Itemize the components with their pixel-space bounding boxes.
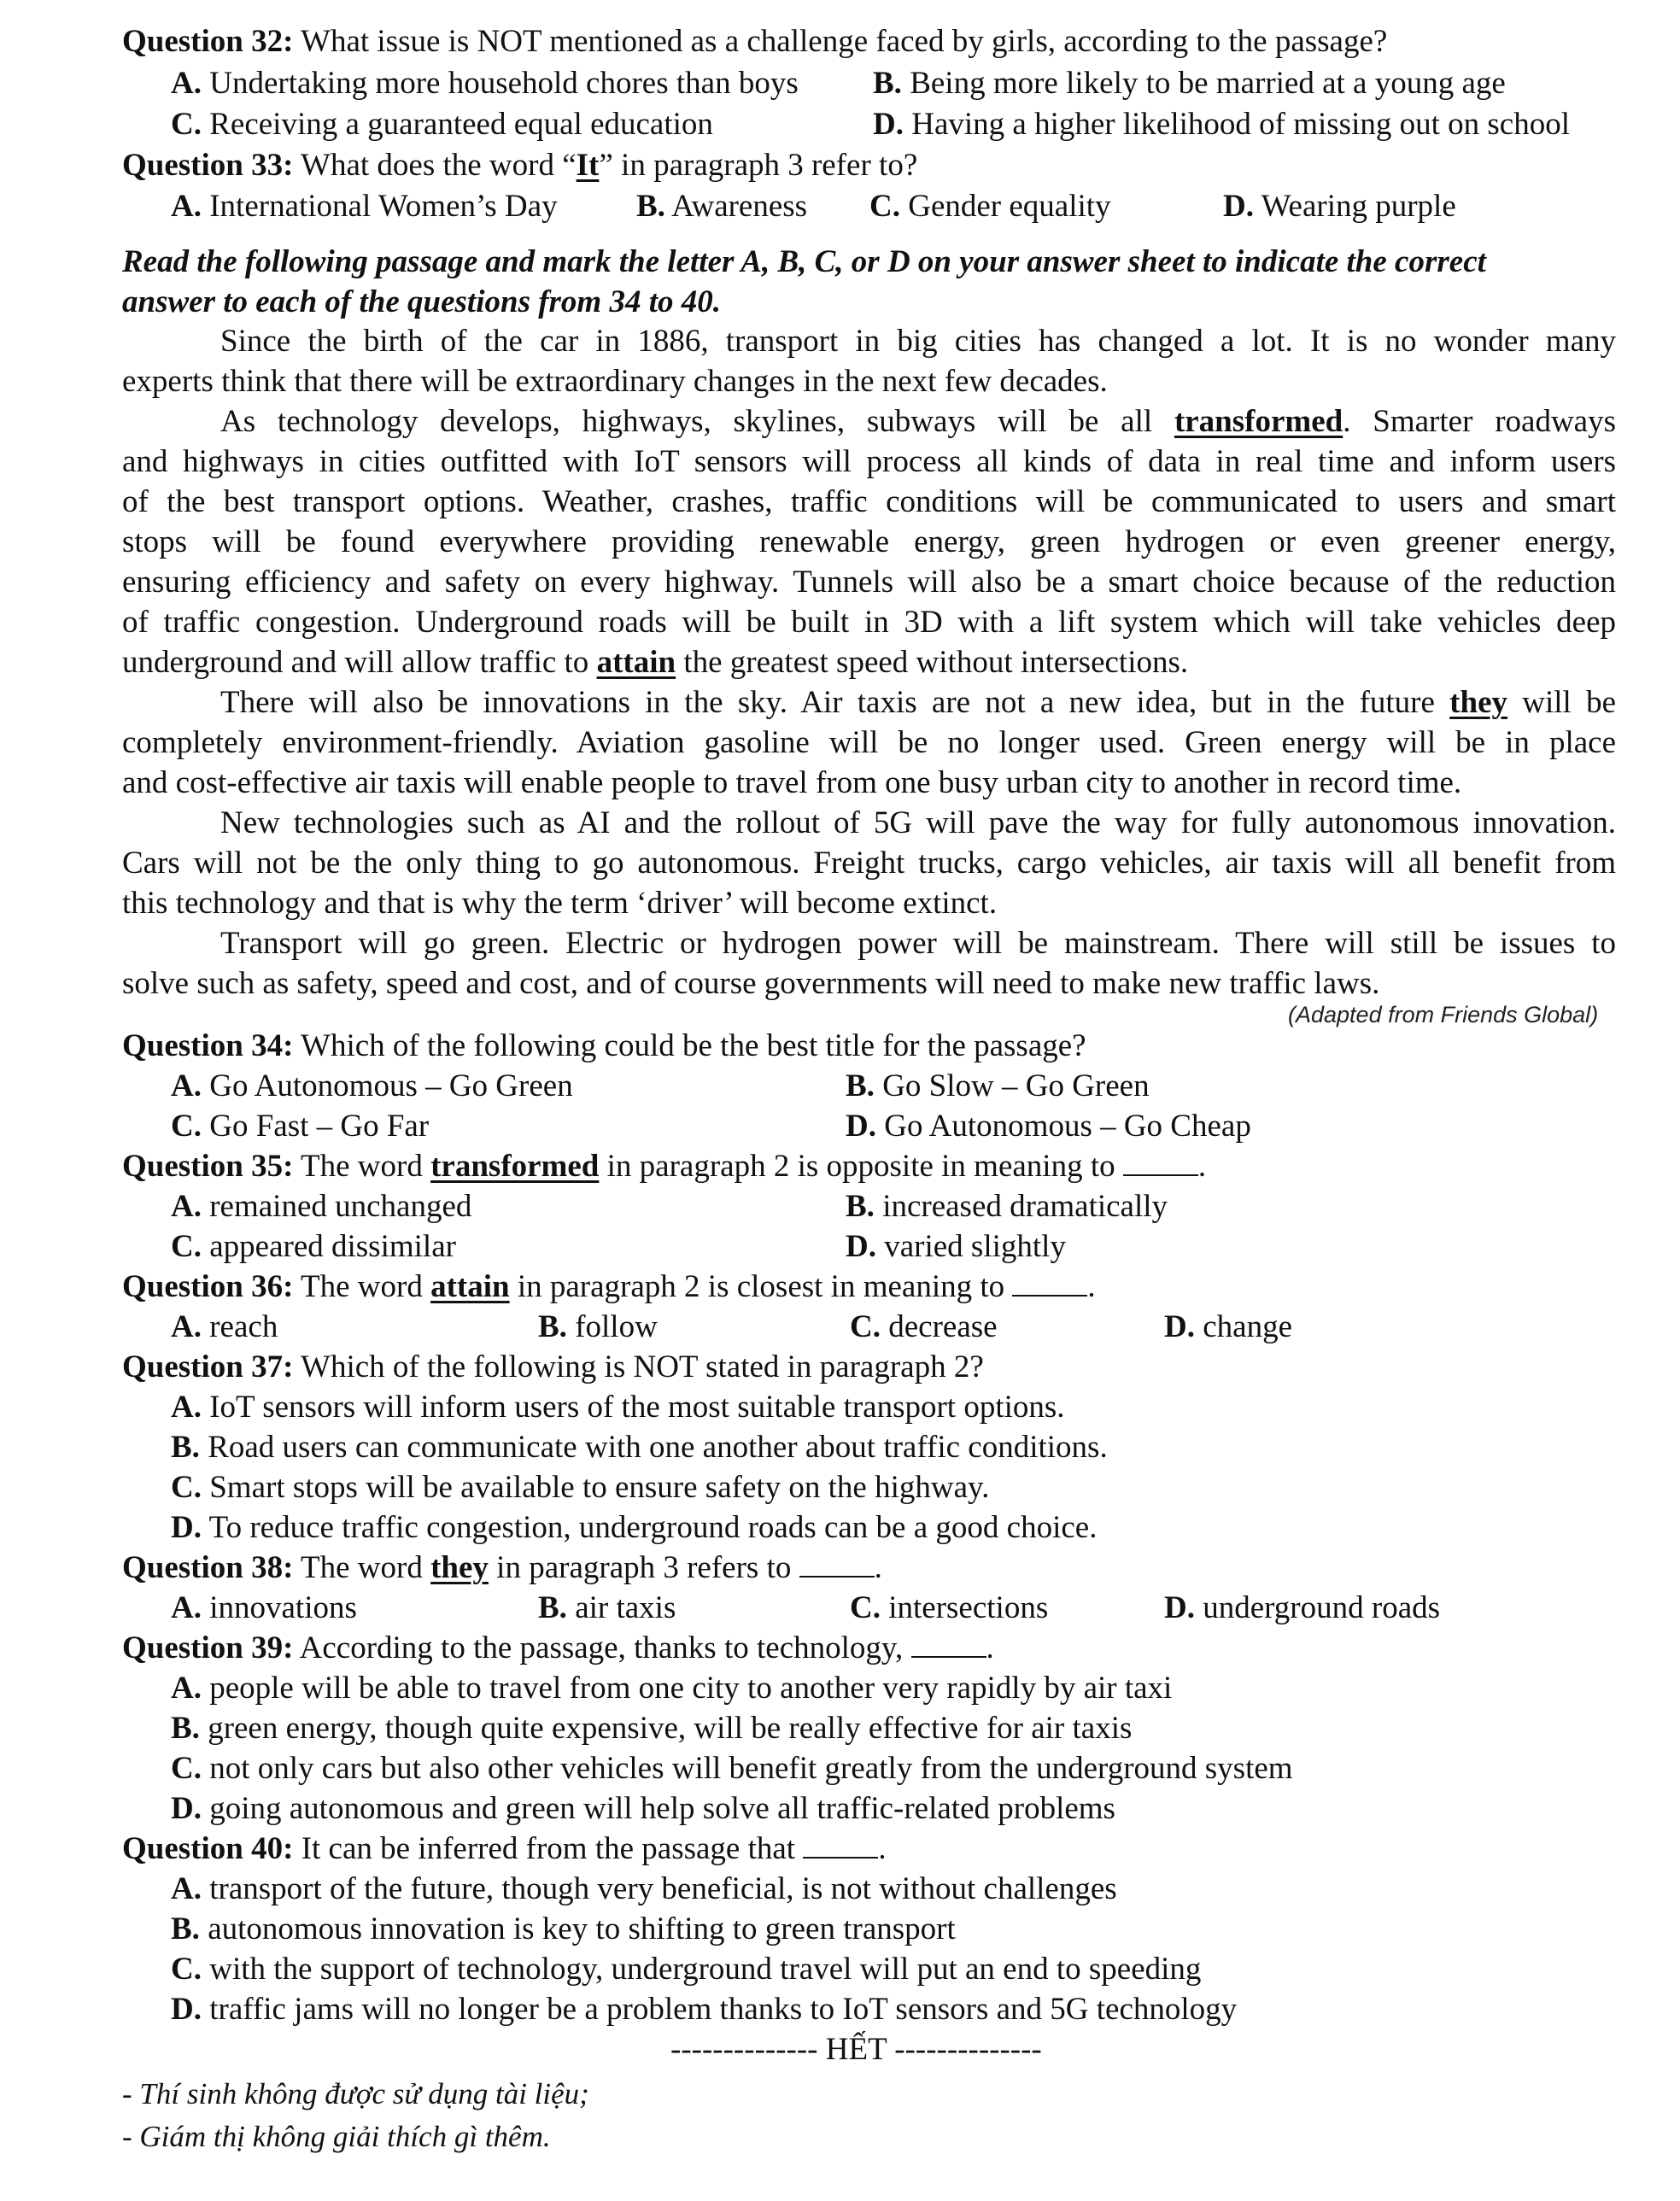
option-letter: B. bbox=[171, 1911, 200, 1946]
option-text: transport of the future, though very beneficial, is not without challenges bbox=[201, 1871, 1117, 1906]
option-letter: A. bbox=[171, 1590, 202, 1625]
question-label: Question 37: bbox=[122, 1349, 294, 1384]
option-text: Go Autonomous – Go Cheap bbox=[875, 1109, 1251, 1144]
q34-option-c[interactable] bbox=[171, 1107, 429, 1146]
option-text: Road users can communicate with one another about traffic conditions. bbox=[199, 1430, 1108, 1465]
option-letter: C. bbox=[171, 1109, 202, 1144]
option-text: air taxis bbox=[566, 1590, 676, 1625]
option-letter: B. bbox=[636, 189, 665, 224]
question-text: ” in paragraph 3 refer to? bbox=[599, 148, 918, 183]
q37-option-a[interactable] bbox=[171, 1388, 1065, 1427]
passage-p4-line: New technologies such as AI and the rollout of 5G will pave the way for fully autonomous innovation. bbox=[220, 805, 1616, 840]
q40-option-a[interactable] bbox=[171, 1870, 1117, 1909]
q39-option-b[interactable] bbox=[171, 1709, 1132, 1748]
passage-p3-line: completely environment-friendly. Aviation gasoline will be no longer used. Green energy will be in place bbox=[122, 725, 1616, 760]
option-text: remained unchanged bbox=[201, 1189, 472, 1224]
option-letter: C. bbox=[850, 1590, 881, 1625]
option-letter: C. bbox=[171, 1229, 202, 1264]
q32-option-d[interactable] bbox=[873, 105, 1570, 144]
option-text: intersections bbox=[880, 1590, 1049, 1625]
q37-option-b[interactable] bbox=[171, 1428, 1108, 1467]
option-text: decrease bbox=[880, 1309, 998, 1344]
question-32 bbox=[122, 22, 1387, 61]
keyword-transformed: transformed bbox=[1174, 404, 1343, 439]
end-marker: -------------- HẾT -------------- bbox=[670, 2032, 1042, 2067]
question-text: Which of the following could be the best title for the passage? bbox=[293, 1028, 1086, 1063]
option-text: traffic jams will no longer be a problem thanks to IoT sensors and 5G technology bbox=[201, 1992, 1238, 2027]
keyword-attain: attain bbox=[596, 645, 676, 680]
q36-option-b[interactable] bbox=[538, 1308, 658, 1347]
passage-text: underground and will allow traffic to bbox=[122, 645, 597, 680]
q35-option-d[interactable] bbox=[846, 1227, 1066, 1267]
option-letter: B. bbox=[171, 1711, 200, 1746]
answer-blank bbox=[1123, 1149, 1198, 1176]
footer-note: - Thí sinh không được sử dụng tài liệu; bbox=[122, 2077, 589, 2110]
q34-option-b[interactable] bbox=[846, 1067, 1150, 1106]
option-letter: A. bbox=[171, 1189, 202, 1224]
option-text: appeared dissimilar bbox=[201, 1229, 456, 1264]
option-letter: A. bbox=[171, 1309, 202, 1344]
source-suffix: ) bbox=[1590, 1002, 1599, 1027]
q32-option-a[interactable] bbox=[171, 64, 799, 103]
option-text: Having a higher likelihood of missing out on school bbox=[903, 107, 1570, 142]
option-text: increased dramatically bbox=[874, 1189, 1168, 1224]
question-label: Question 32: bbox=[122, 24, 294, 59]
option-text: To reduce traffic congestion, underground roads can be a good choice. bbox=[201, 1510, 1098, 1545]
question-39 bbox=[122, 1629, 994, 1668]
option-text: innovations bbox=[201, 1590, 357, 1625]
question-36 bbox=[122, 1267, 1096, 1307]
q34-option-a[interactable] bbox=[171, 1067, 573, 1106]
option-letter: B. bbox=[873, 66, 902, 101]
q37-option-c[interactable] bbox=[171, 1468, 989, 1507]
question-text: Which of the following is NOT stated in paragraph 2? bbox=[293, 1349, 984, 1384]
q32-option-c[interactable] bbox=[171, 105, 713, 144]
option-text: Awareness bbox=[664, 189, 808, 224]
question-40 bbox=[122, 1829, 887, 1869]
instruction-line-1: Read the following passage and mark the letter A, B, C, or D on your answer sheet to indicate the correct bbox=[122, 244, 1486, 279]
q34-option-d[interactable] bbox=[846, 1107, 1251, 1146]
q38-option-d[interactable] bbox=[1164, 1589, 1440, 1628]
option-letter: B. bbox=[846, 1189, 875, 1224]
answer-blank bbox=[1012, 1269, 1087, 1297]
option-text: Go Slow – Go Green bbox=[874, 1068, 1150, 1103]
option-letter: B. bbox=[538, 1309, 567, 1344]
passage-p1-line: Since the birth of the car in 1886, transport in big cities has changed a lot. It is no wonder many bbox=[220, 324, 1616, 359]
passage-p2-line: of traffic congestion. Underground roads will be built in 3D with a lift system which will take vehicles deep bbox=[122, 605, 1616, 640]
q40-option-c[interactable] bbox=[171, 1950, 1201, 1989]
passage-p4-line: this technology and that is why the term ‘driver’ will become extinct. bbox=[122, 886, 998, 921]
question-label: Question 34: bbox=[122, 1028, 294, 1063]
option-letter: C. bbox=[171, 1952, 202, 1987]
question-38 bbox=[122, 1548, 882, 1588]
question-end: . bbox=[874, 1550, 882, 1585]
option-text: IoT sensors will inform users of the most suitable transport options. bbox=[201, 1390, 1065, 1425]
passage-text: As technology develops, highways, skylines, subways will be all bbox=[220, 404, 1174, 439]
option-text: Gender equality bbox=[899, 189, 1111, 224]
question-33 bbox=[122, 146, 917, 185]
option-text: Undertaking more household chores than boys bbox=[201, 66, 799, 101]
question-text: in paragraph 3 refers to bbox=[488, 1550, 799, 1585]
passage-text: . Smarter roadways bbox=[1343, 404, 1616, 439]
answer-blank bbox=[799, 1550, 875, 1578]
keyword-they: they bbox=[1449, 685, 1507, 720]
q33-option-c[interactable] bbox=[869, 187, 1111, 226]
option-text: varied slightly bbox=[875, 1229, 1066, 1264]
q33-option-a[interactable] bbox=[171, 187, 558, 226]
option-text: Go Fast – Go Far bbox=[201, 1109, 430, 1144]
question-end: . bbox=[1197, 1149, 1207, 1184]
question-end: . bbox=[878, 1831, 887, 1866]
source-prefix: (Adapted from bbox=[1288, 1002, 1441, 1027]
option-letter: C. bbox=[850, 1309, 881, 1344]
question-text: According to the passage, thanks to technology, bbox=[293, 1630, 911, 1665]
passage-p2-line bbox=[122, 643, 1188, 682]
question-37 bbox=[122, 1348, 984, 1387]
option-text: Being more likely to be married at a young age bbox=[901, 66, 1506, 101]
option-text: with the support of technology, underground travel will put an end to speeding bbox=[201, 1952, 1202, 1987]
instruction-line-2: answer to each of the questions from 34 to 40. bbox=[122, 284, 721, 319]
question-label: Question 39: bbox=[122, 1630, 294, 1665]
passage-p2-line: and highways in cities outfitted with IoT sensors will process all kinds of data in real time and inform users bbox=[122, 444, 1616, 479]
q40-option-d[interactable] bbox=[171, 1990, 1237, 2029]
option-text: going autonomous and green will help solve all traffic-related problems bbox=[201, 1791, 1115, 1826]
option-text: Wearing purple bbox=[1253, 189, 1456, 224]
option-text: reach bbox=[201, 1309, 278, 1344]
passage-p1-line: experts think that there will be extraordinary changes in the next few decades. bbox=[122, 364, 1108, 399]
question-label: Question 38: bbox=[122, 1550, 294, 1585]
question-end: . bbox=[1087, 1269, 1096, 1304]
option-letter: A. bbox=[171, 1671, 202, 1706]
q36-option-c[interactable] bbox=[850, 1308, 998, 1347]
passage-p2-line: ensuring efficiency and safety on every highway. Tunnels will also be a smart choice because of the reduction bbox=[122, 565, 1616, 600]
passage-p2-line: stops will be found everywhere providing renewable energy, green hydrogen or even greener energy, bbox=[122, 524, 1616, 559]
passage-text: the greatest speed without intersections. bbox=[676, 645, 1189, 680]
answer-blank bbox=[911, 1630, 986, 1658]
question-text: It can be inferred from the passage that bbox=[293, 1831, 804, 1866]
question-35 bbox=[122, 1147, 1206, 1186]
option-letter: D. bbox=[846, 1109, 876, 1144]
option-letter: B. bbox=[538, 1590, 567, 1625]
passage-p2-line: of the best transport options. Weather, crashes, traffic conditions will be communicated to users and smart bbox=[122, 484, 1616, 519]
q38-option-a[interactable] bbox=[171, 1589, 357, 1628]
option-text: Smart stops will be available to ensure safety on the highway. bbox=[201, 1470, 990, 1505]
keyword-attain: attain bbox=[430, 1269, 510, 1304]
option-letter: B. bbox=[846, 1068, 875, 1103]
option-letter: D. bbox=[1223, 189, 1254, 224]
question-end: . bbox=[986, 1630, 994, 1665]
option-letter: C. bbox=[869, 189, 900, 224]
q36-option-a[interactable] bbox=[171, 1308, 278, 1347]
passage-text: will be bbox=[1507, 685, 1616, 720]
q35-option-b[interactable] bbox=[846, 1187, 1168, 1226]
passage-p4-line: Cars will not be the only thing to go autonomous. Freight trucks, cargo vehicles, air taxis will all benefit from bbox=[122, 846, 1616, 881]
keyword-they: they bbox=[430, 1550, 489, 1585]
question-text: The word bbox=[293, 1550, 431, 1585]
passage-p3-line bbox=[220, 683, 1616, 723]
option-text: Go Autonomous – Go Green bbox=[201, 1068, 573, 1103]
option-text: change bbox=[1194, 1309, 1293, 1344]
q38-option-c[interactable] bbox=[850, 1589, 1048, 1628]
option-letter: A. bbox=[171, 66, 202, 101]
option-letter: A. bbox=[171, 1390, 202, 1425]
q37-option-d[interactable] bbox=[171, 1508, 1097, 1548]
question-text: What does the word “ bbox=[293, 148, 577, 183]
option-letter: D. bbox=[873, 107, 904, 142]
option-text: green energy, though quite expensive, will be really effective for air taxis bbox=[199, 1711, 1133, 1746]
option-text: International Women’s Day bbox=[201, 189, 558, 224]
question-label: Question 33: bbox=[122, 148, 294, 183]
q38-option-b[interactable] bbox=[538, 1589, 676, 1628]
option-text: Receiving a guaranteed equal education bbox=[201, 107, 713, 142]
option-text: follow bbox=[566, 1309, 658, 1344]
option-letter: A. bbox=[171, 189, 202, 224]
option-letter: C. bbox=[171, 1751, 202, 1786]
footer-note: - Giám thị không giải thích gì thêm. bbox=[122, 2120, 551, 2153]
q39-option-d[interactable] bbox=[171, 1789, 1115, 1829]
question-label: Question 40: bbox=[122, 1831, 294, 1866]
option-letter: D. bbox=[171, 1992, 202, 2027]
passage-p3-line: and cost-effective air taxis will enable people to travel from one busy urban city to another in record time. bbox=[122, 765, 1462, 800]
option-letter: D. bbox=[1164, 1590, 1195, 1625]
q40-option-b[interactable] bbox=[171, 1910, 956, 1949]
passage-text: There will also be innovations in the sky. Air taxis are not a new idea, but in the future bbox=[220, 685, 1450, 720]
passage-p5-line: Transport will go green. Electric or hydrogen power will be mainstream. There will still be issues to bbox=[220, 926, 1616, 961]
option-letter: D. bbox=[846, 1229, 876, 1264]
question-text: What issue is NOT mentioned as a challenge faced by girls, according to the passage? bbox=[293, 24, 1388, 59]
option-letter: B. bbox=[171, 1430, 200, 1465]
keyword-transformed: transformed bbox=[430, 1149, 600, 1184]
q39-option-c[interactable] bbox=[171, 1749, 1293, 1788]
question-text: The word bbox=[293, 1149, 431, 1184]
question-label: Question 35: bbox=[122, 1149, 294, 1184]
question-text: The word bbox=[293, 1269, 431, 1304]
question-text: in paragraph 2 is opposite in meaning to bbox=[599, 1149, 1123, 1184]
q35-option-a[interactable] bbox=[171, 1187, 471, 1226]
question-34 bbox=[122, 1027, 1086, 1066]
q35-option-c[interactable] bbox=[171, 1227, 456, 1267]
option-letter: D. bbox=[171, 1791, 202, 1826]
option-letter: A. bbox=[171, 1068, 202, 1103]
q32-option-b[interactable] bbox=[873, 64, 1506, 103]
q39-option-a[interactable] bbox=[171, 1669, 1172, 1708]
option-letter: C. bbox=[171, 1470, 202, 1505]
answer-blank bbox=[803, 1831, 878, 1859]
passage-p5-line: solve such as safety, speed and cost, and of course governments will need to make new traffic laws. bbox=[122, 966, 1380, 1001]
question-text: in paragraph 2 is closest in meaning to bbox=[509, 1269, 1013, 1304]
q33-option-b[interactable] bbox=[636, 187, 807, 226]
source-name: Friends Global bbox=[1440, 1002, 1591, 1027]
q36-option-d[interactable] bbox=[1164, 1308, 1292, 1347]
option-letter: D. bbox=[1164, 1309, 1195, 1344]
question-label: Question 36: bbox=[122, 1269, 294, 1304]
option-letter: C. bbox=[171, 107, 202, 142]
option-text: not only cars but also other vehicles will benefit greatly from the underground system bbox=[201, 1751, 1293, 1786]
q33-option-d[interactable] bbox=[1223, 187, 1456, 226]
option-text: autonomous innovation is key to shifting to green transport bbox=[199, 1911, 956, 1946]
source-citation bbox=[1288, 1000, 1598, 1029]
passage-p2-line bbox=[220, 402, 1616, 442]
keyword-it: It bbox=[576, 148, 600, 183]
option-letter: A. bbox=[171, 1871, 202, 1906]
option-text: underground roads bbox=[1194, 1590, 1441, 1625]
option-letter: D. bbox=[171, 1510, 202, 1545]
option-text: people will be able to travel from one city to another very rapidly by air taxi bbox=[201, 1671, 1173, 1706]
